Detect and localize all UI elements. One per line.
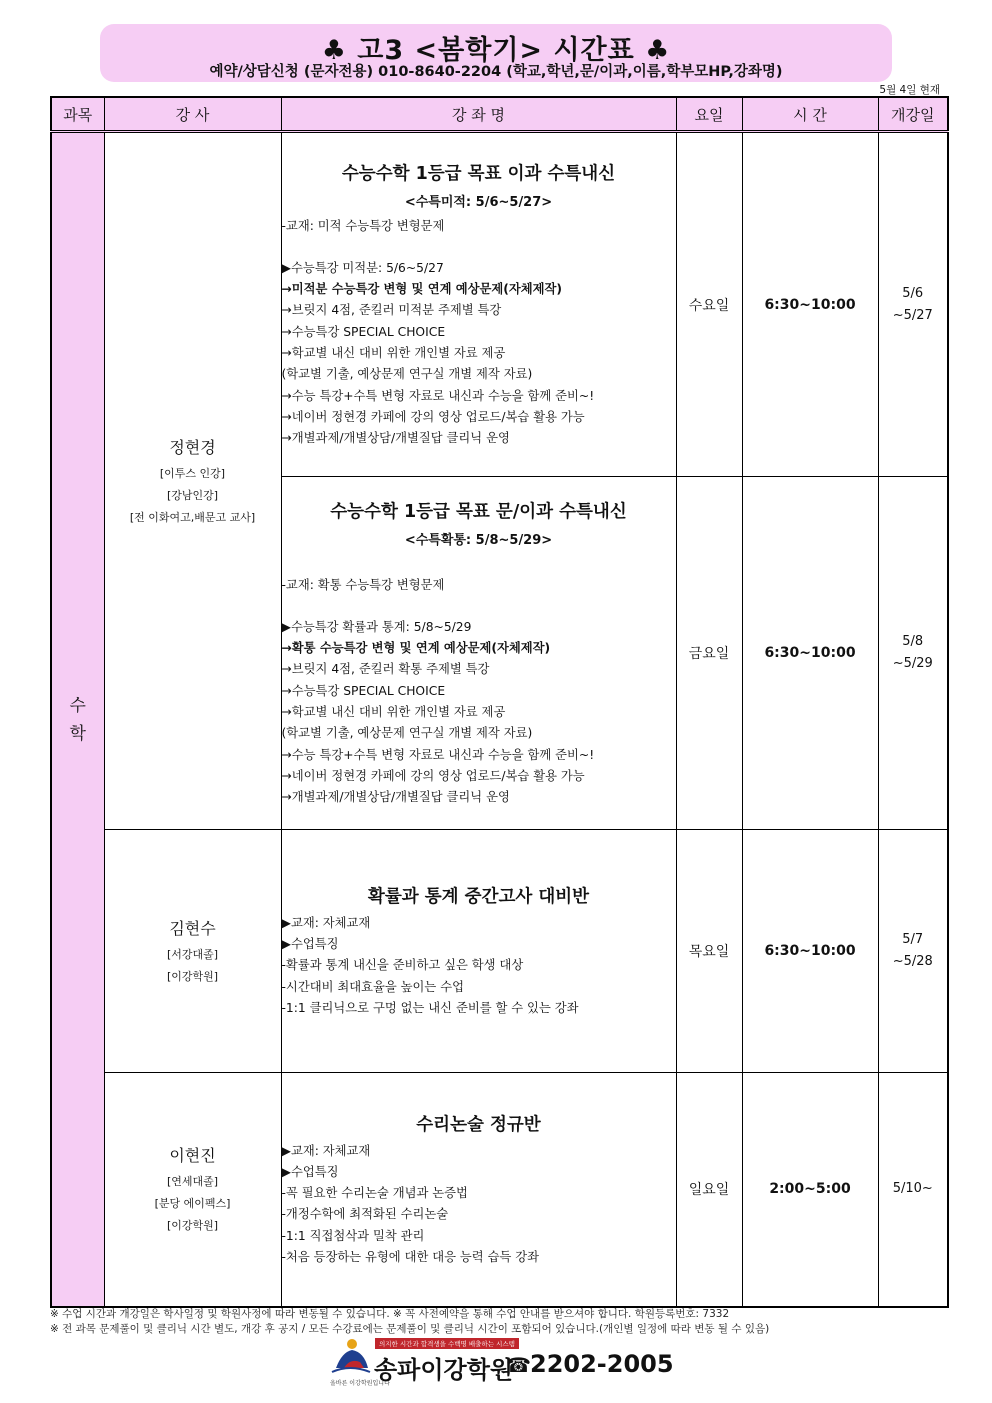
course-period: <수특확통: 5/8~5/29>	[404, 532, 553, 548]
page-title: ♣ 고3 <봄학기> 시간표 ♣	[321, 35, 671, 66]
timetable	[50, 96, 949, 1308]
course-line: →수능특강 SPECIAL CHOICE	[281, 683, 446, 698]
course-line: →브릿지 4점, 준킬러 미적분 주제별 특강	[281, 303, 502, 318]
subject-cell: 수 학	[51, 132, 104, 1308]
col-header-day: 요일	[676, 97, 742, 132]
course-title: 수리논술 정규반	[416, 1114, 541, 1135]
course-cell	[281, 1072, 676, 1307]
course-line: ▶수능특강 확률과 통계: 5/8~5/29	[281, 619, 472, 634]
course-cell	[281, 830, 676, 1073]
course-period: <수특미적: 5/6~5/27>	[404, 194, 553, 210]
course-day: 금요일	[676, 477, 742, 830]
teacher-credential: [연세대졸]	[166, 1175, 219, 1189]
course-start-date: 5/8 ~5/29	[878, 477, 948, 830]
course-line: →미적분 수능특강 변형 및 연계 예상문제(자체제작)	[281, 282, 563, 297]
course-textbook: -교재: 확통 수능특강 변형문제	[281, 577, 445, 592]
col-header-start-date: 개강일	[878, 97, 948, 132]
course-line: -처음 등장하는 유형에 대한 대응 능력 습득 강좌	[281, 1249, 539, 1264]
table-row	[51, 1072, 948, 1307]
teacher-credential: [서강대졸]	[166, 947, 219, 961]
course-line: -확률과 통계 내신을 준비하고 싶은 학생 대상	[281, 958, 524, 973]
course-day: 수요일	[676, 132, 742, 477]
course-line: ▶교재: 자체교재	[281, 1143, 371, 1158]
course-line: ▶수업특징	[281, 1164, 339, 1179]
course-line: →네이버 정현경 카페에 강의 영상 업로드/복습 활용 가능	[281, 768, 585, 783]
academy-phone: 2202-2005	[530, 1350, 674, 1378]
teacher-name: 정현경	[169, 438, 216, 458]
course-time: 2:00~5:00	[742, 1072, 878, 1307]
course-line: -꼭 필요한 수리논술 개념과 논증법	[281, 1186, 468, 1201]
teacher-credential: [분당 에이펙스]	[154, 1197, 231, 1211]
footnotes	[50, 1307, 769, 1336]
footnote: ※ 전 과목 문제풀이 및 클리닉 시간 별도, 개강 후 공지 / 모든 수강료에는 문제풀이 및 클리닉 시간이 포함되어 있습니다.(개인별 일정에 따라 변동 될 수 있음)	[50, 1322, 770, 1335]
teacher-credential: [전 이화여고,배문고 교사]	[129, 511, 256, 525]
course-line: (학교별 기출, 예상문제 연구실 개별 제작 자료)	[281, 367, 533, 382]
course-time: 6:30~10:00	[742, 132, 878, 477]
course-line: -1:1 클리닉으로 구멍 없는 내신 준비를 할 수 있는 강좌	[281, 1000, 579, 1015]
course-line: -개정수학에 최적화된 수리논술	[281, 1207, 449, 1222]
footnote: ※ 수업 시간과 개강일은 학사일정 및 학원사정에 따라 변동될 수 있습니다. ※ 꼭 사전예약을 통해 수업 안내를 받으셔야 합니다. 학원등록번호: 7332	[50, 1308, 730, 1320]
teacher-credential: [이강학원]	[166, 1219, 219, 1233]
academy-name: 송파이강학원	[374, 1356, 514, 1384]
course-title: 확률과 통계 중간고사 대비반	[367, 886, 590, 907]
as-of-date: 5월 4일 현재	[879, 84, 940, 96]
academy-footer	[330, 1338, 674, 1387]
course-title: 수능수학 1등급 목표 이과 수특내신	[341, 163, 616, 184]
course-line: (학교별 기출, 예상문제 연구실 개별 제작 자료)	[281, 726, 533, 741]
table-row	[51, 132, 948, 477]
course-start-date: 5/6 ~5/27	[878, 132, 948, 477]
course-time: 6:30~10:00	[742, 830, 878, 1073]
course-line: →수능특강 SPECIAL CHOICE	[281, 324, 446, 339]
course-title: 수능수학 1등급 목표 문/이과 수특내신	[330, 501, 627, 522]
col-header-teacher: 강 사	[104, 97, 281, 132]
course-line: →네이버 정현경 카페에 강의 영상 업로드/복습 활용 가능	[281, 409, 585, 424]
course-cell	[281, 477, 676, 830]
col-header-course: 강 좌 명	[281, 97, 676, 132]
academy-logo-icon	[330, 1338, 372, 1382]
teacher-credential: [이강학원]	[166, 969, 219, 983]
course-line: →수능 특강+수특 변형 자료로 내신과 수능을 함께 준비~!	[281, 747, 595, 762]
course-start-date: 5/10~	[878, 1072, 948, 1307]
course-line: →학교별 내신 대비 위한 개인별 자료 제공	[281, 346, 506, 360]
course-line: →수능 특강+수특 변형 자료로 내신과 수능을 함께 준비~!	[281, 388, 595, 403]
course-line: -시간대비 최대효율을 높이는 수업	[281, 979, 464, 994]
teacher-cell	[104, 132, 281, 830]
course-line: →학교별 내신 대비 위한 개인별 자료 제공	[281, 705, 506, 720]
teacher-cell	[104, 830, 281, 1073]
table-row	[51, 830, 948, 1073]
course-line: →개별과제/개별상담/개별질답 클리닉 운영	[281, 431, 510, 446]
reservation-info: 예약/상담신청 (문자전용) 010-8640-2204 (학교,학년,문/이과,이름,학부모HP,강좌명)	[209, 64, 783, 80]
academy-slogan: 의지한 시간과 합격생을 수백명 배출하는 시스템	[375, 1338, 519, 1349]
course-line: ▶수능특강 미적분: 5/6~5/27	[281, 260, 444, 275]
teacher-cell	[104, 1072, 281, 1307]
header-banner	[100, 24, 892, 82]
telephone-icon: ☎	[506, 1353, 531, 1377]
course-line: ▶수업특징	[281, 936, 339, 951]
course-cell	[281, 132, 676, 477]
course-textbook: -교재: 미적 수능특강 변형문제	[281, 218, 445, 233]
course-line: →확통 수능특강 변형 및 연계 예상문제(자체제작)	[281, 641, 551, 656]
course-day: 일요일	[676, 1072, 742, 1307]
table-header-row	[51, 97, 948, 132]
teacher-credential: [이투스 인강]	[159, 467, 226, 481]
teacher-credential: [강남인강]	[166, 489, 219, 503]
course-day: 목요일	[676, 830, 742, 1073]
course-start-date: 5/7 ~5/28	[878, 830, 948, 1073]
teacher-name: 이현진	[169, 1146, 216, 1166]
course-line: ▶교재: 자체교재	[281, 915, 371, 930]
teacher-name: 김현수	[169, 918, 216, 938]
course-line: →브릿지 4점, 준킬러 확통 주제별 특강	[281, 662, 490, 677]
course-time: 6:30~10:00	[742, 477, 878, 830]
course-line: →개별과제/개별상담/개별질답 클리닉 운영	[281, 790, 510, 805]
col-header-subject: 과목	[51, 97, 104, 132]
academy-tagline: 올바른 이강학원입니다	[330, 1380, 390, 1387]
col-header-time: 시 간	[742, 97, 878, 132]
course-line: -1:1 직접첨삭과 밀착 관리	[281, 1228, 425, 1243]
